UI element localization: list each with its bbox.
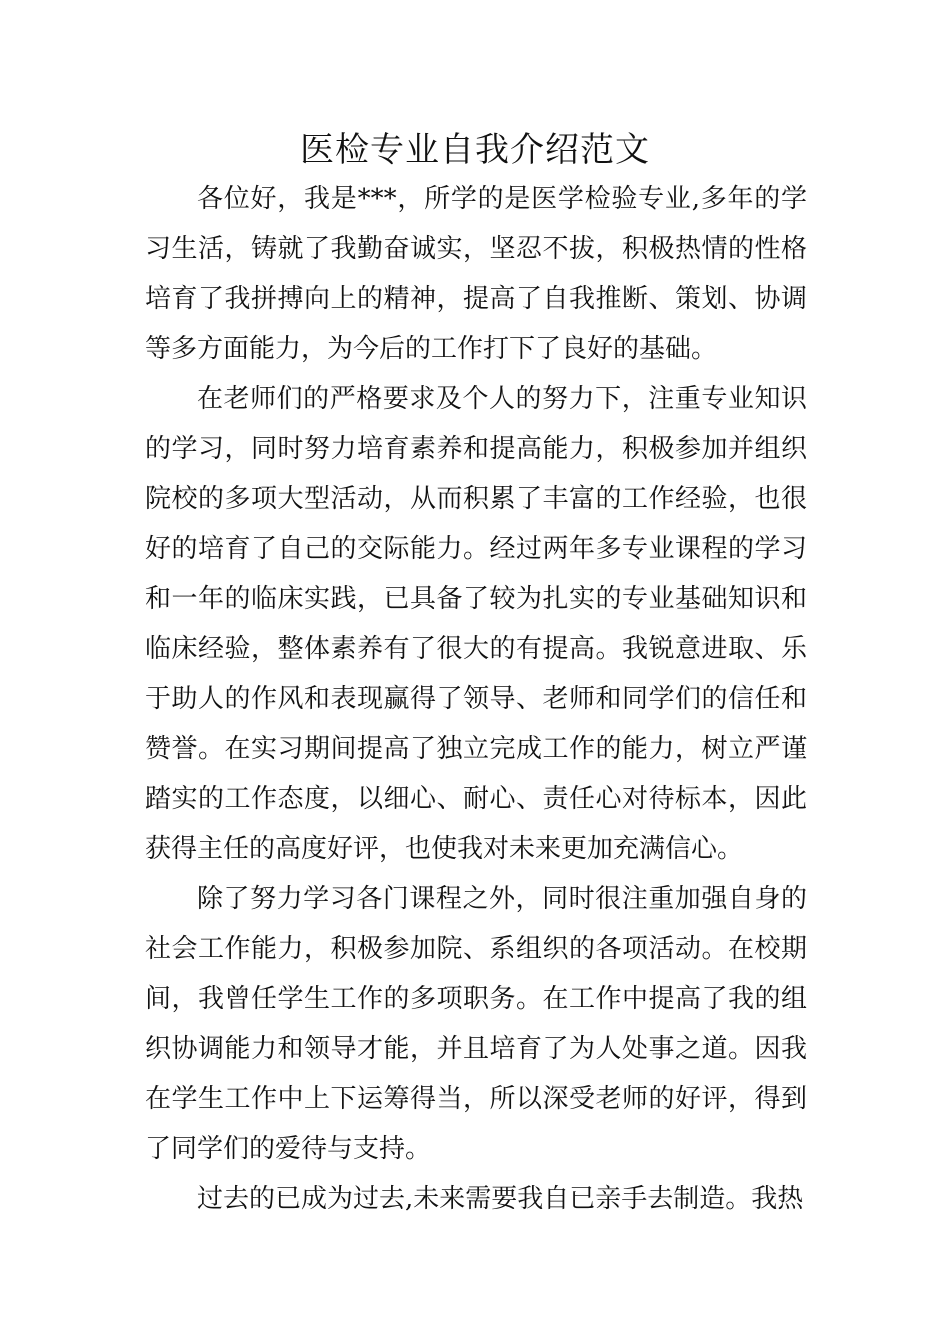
document-body	[145, 174, 807, 1224]
paragraph-2: 在老师们的严格要求及个人的努力下，注重专业知识的学习，同时努力培育素养和提高能力，积极参加并组织院校的多项大型活动，从而积累了丰富的工作经验，也很好的培育了自己的交际能力。经过两年多专业课程的学习和一年的临床实践，已具备了较为扎实的专业基础知识和临床经验，整体素养有了很大的有提高。我锐意进取、乐于助人的作风和表现赢得了领导、老师和同学们的信任和赞誉。在实习期间提高了独立完成工作的能力，树立严谨踏实的工作态度，以细心、耐心、责任心对待标本，因此获得主任的高度好评，也使我对未来更加充满信心。	[145, 384, 807, 864]
paragraph-4: 过去的已成为过去,未来需要我自已亲手去制造。我热	[197, 1184, 804, 1214]
document-title: 医检专业自我介绍范文	[300, 130, 650, 170]
paragraph-1: 各位好，我是***，所学的是医学检验专业,多年的学习生活，铸就了我勤奋诚实，坚忍不拔，积极热情的性格培育了我拼搏向上的精神，提高了自我推断、策划、协调等多方面能力，为今后的工作打下了良好的基础。	[145, 184, 807, 364]
paragraph-3: 除了努力学习各门课程之外，同时很注重加强自身的社会工作能力，积极参加院、系组织的各项活动。在校期间，我曾任学生工作的多项职务。在工作中提高了我的组织协调能力和领导才能，并且培育了为人处事之道。因我在学生工作中上下运筹得当，所以深受老师的好评，得到了同学们的爱待与支持。	[145, 884, 807, 1164]
